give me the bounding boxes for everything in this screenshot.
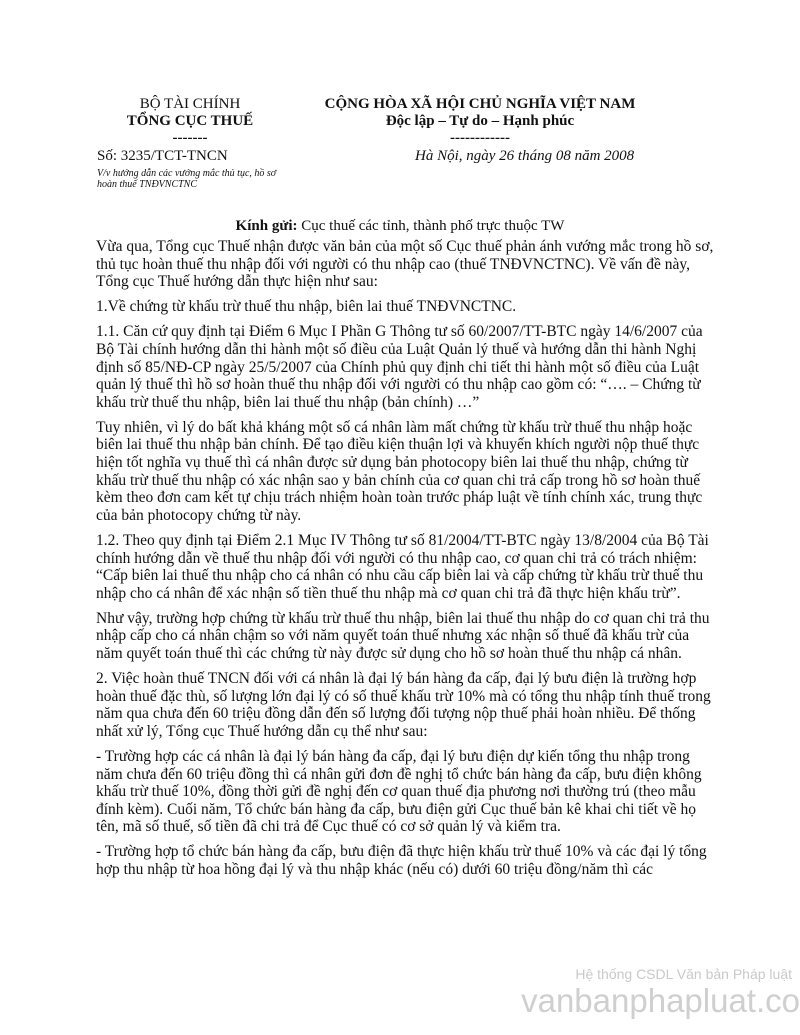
department-name: TỔNG CỤC THUẾ: [126, 113, 254, 129]
issuer-block: [85, 96, 295, 147]
country-name: CỘNG HÒA XÃ HỘI CHỦ NGHĨA VIỆT NAM: [324, 96, 636, 112]
motto: Độc lập – Tự do – Hạnh phúc: [385, 113, 575, 129]
body-paragraph: 2. Việc hoàn thuế TNCN đối với cá nhân là đại lý bán hàng đa cấp, đại lý bưu điện là trường hợp hoàn thuế đặc thù, số lượng lớn đại lý có số thuế khấu trừ 10% mà có tổng thu nhập tính thuế trong năm qua chưa đến 60 triệu đồng dẫn đến số lượng đối tượng nộp thuế phải hoàn nhiều. Để thống nhất xử lý, Tổng cục Thuế hướng dẫn cụ thể như sau:: [96, 670, 711, 740]
document-body: [96, 238, 716, 886]
watermark-caption: Hệ thống CSDL Văn bản Pháp luật: [575, 966, 792, 982]
recipient-label: Kính gửi:: [235, 218, 298, 234]
document-subject: V/v hướng dẫn các vướng mắc thủ tục, hồ sơ hoàn thuế TNĐVNCTNC: [97, 168, 277, 190]
body-paragraph: 1.1. Căn cứ quy định tại Điểm 6 Mục I Phần G Thông tư số 60/2007/TT-BTC ngày 14/6/2007 của Bộ Tài chính hướng dẫn thi hành một số điều của Luật Quản lý thuế và hướng dẫn thi hành Nghị định số 85/NĐ-CP ngày 25/5/2007 của Chính phủ quy định chi tiết thi hành một số điều của Luật quản lý thuế thì hồ sơ hoàn thuế thu nhập đối với người có thu nhập cao gồm có: “…. – Chứng từ khấu trừ thuế thu nhập, biên lai thuế thu nhập (bản chính) …”: [96, 323, 703, 411]
motto-separator: ------------: [450, 130, 510, 146]
watermark-site: vanbanphapluat.co: [521, 982, 800, 1019]
recipient-line: [0, 218, 800, 235]
body-paragraph: - Trường hợp tổ chức bán hàng đa cấp, bưu điện đã thực hiện khấu trừ thuế 10% và các đại lý tổng hợp thu nhập từ hoa hồng đại lý và thu nhập khác (nếu có) dưới 60 triệu đồng/năm thì các: [96, 843, 707, 878]
recipient-text: Cục thuế các tỉnh, thành phố trực thuộc TW: [297, 218, 565, 234]
issuer-separator: -------: [172, 130, 208, 146]
body-paragraph: Vừa qua, Tổng cục Thuế nhận được văn bản của một số Cục thuế phản ánh vướng mắc trong hồ sơ, thủ tục hoàn thuế thu nhập đối với người có thu nhập cao (thuế TNĐVNCTNC). Về vấn đề này, Tổng cục Thuế hướng dẫn thực hiện như sau:: [96, 238, 714, 291]
body-paragraph: Như vậy, trường hợp chứng từ khấu trừ thuế thu nhập, biên lai thuế thu nhập do cơ quan chi trả thu nhập cấp cho cá nhân chậm so với năm quyết toán thuế nhưng xác nhận số thuế đã khấu trừ của năm quyết toán thuế thì các chứng từ này được sử dụng cho hồ sơ hoàn thuế thu nhập cá nhân.: [96, 609, 710, 662]
body-paragraph: Tuy nhiên, vì lý do bất khả kháng một số cá nhân làm mất chứng từ khấu trừ thuế thu nhập hoặc biên lai thuế thu nhập bản chính. Để tạo điều kiện thuận lợi và khuyến khích người nộp thuế thực hiện tốt nghĩa vụ thuế thì cá nhân được sử dụng bản photocopy biên lai thuế thu nhập, chứng từ khấu trừ thuế thu nhập có xác nhận sao y bản chính của cơ quan chi trả cấp trong hồ sơ hoàn thuế kèm theo đơn cam kết tự chịu trách nhiệm hoàn toàn trước pháp luật về tính chính xác, trung thực của bản photocopy chứng từ này.: [96, 418, 703, 524]
body-paragraph: - Trường hợp các cá nhân là đại lý bán hàng đa cấp, đại lý bưu điện dự kiến tổng thu nhập trong năm chưa đến 60 triệu đồng thì cá nhân gửi đơn đề nghị tổ chức bán hàng đa cấp, bưu điện không khấu trừ thuế 10%, đồng thời gửi đề nghị đến cơ quan thuế địa phương nơi thường trú (theo mẫu đính kèm). Cuối năm, Tổ chức bán hàng đa cấp, bưu điện gửi Cục thuế bản kê khai chi tiết về họ tên, mã số thuế, số tiền đã chi trả để Cục thuế có cơ sở quản lý và kiểm tra.: [96, 747, 702, 836]
document-date: Hà Nội, ngày 26 tháng 08 năm 2008: [415, 148, 635, 164]
ministry-name: BỘ TÀI CHÍNH: [139, 96, 241, 112]
document-number: Số: 3235/TCT-TNCN: [97, 148, 228, 164]
body-paragraph: 1.Về chứng từ khấu trừ thuế thu nhập, biên lai thuế TNĐVNCTNC.: [96, 298, 517, 316]
body-paragraph: 1.2. Theo quy định tại Điểm 2.1 Mục IV Thông tư số 81/2004/TT-BTC ngày 13/8/2004 của Bộ Tài chính hướng dẫn về thuế thu nhập đối với người có thu nhập cao, cơ quan chi trả có trách nhiệm: “Cấp biên lai thuế thu nhập cho cá nhân có nhu cầu cấp biên lai và cấp chứng từ khấu trừ thuế thu nhập cho cá nhân để xác nhận số tiền thuế thu nhập mà cơ quan chi trả đã thực hiện khấu trừ”.: [96, 531, 709, 602]
national-header: [300, 96, 660, 147]
